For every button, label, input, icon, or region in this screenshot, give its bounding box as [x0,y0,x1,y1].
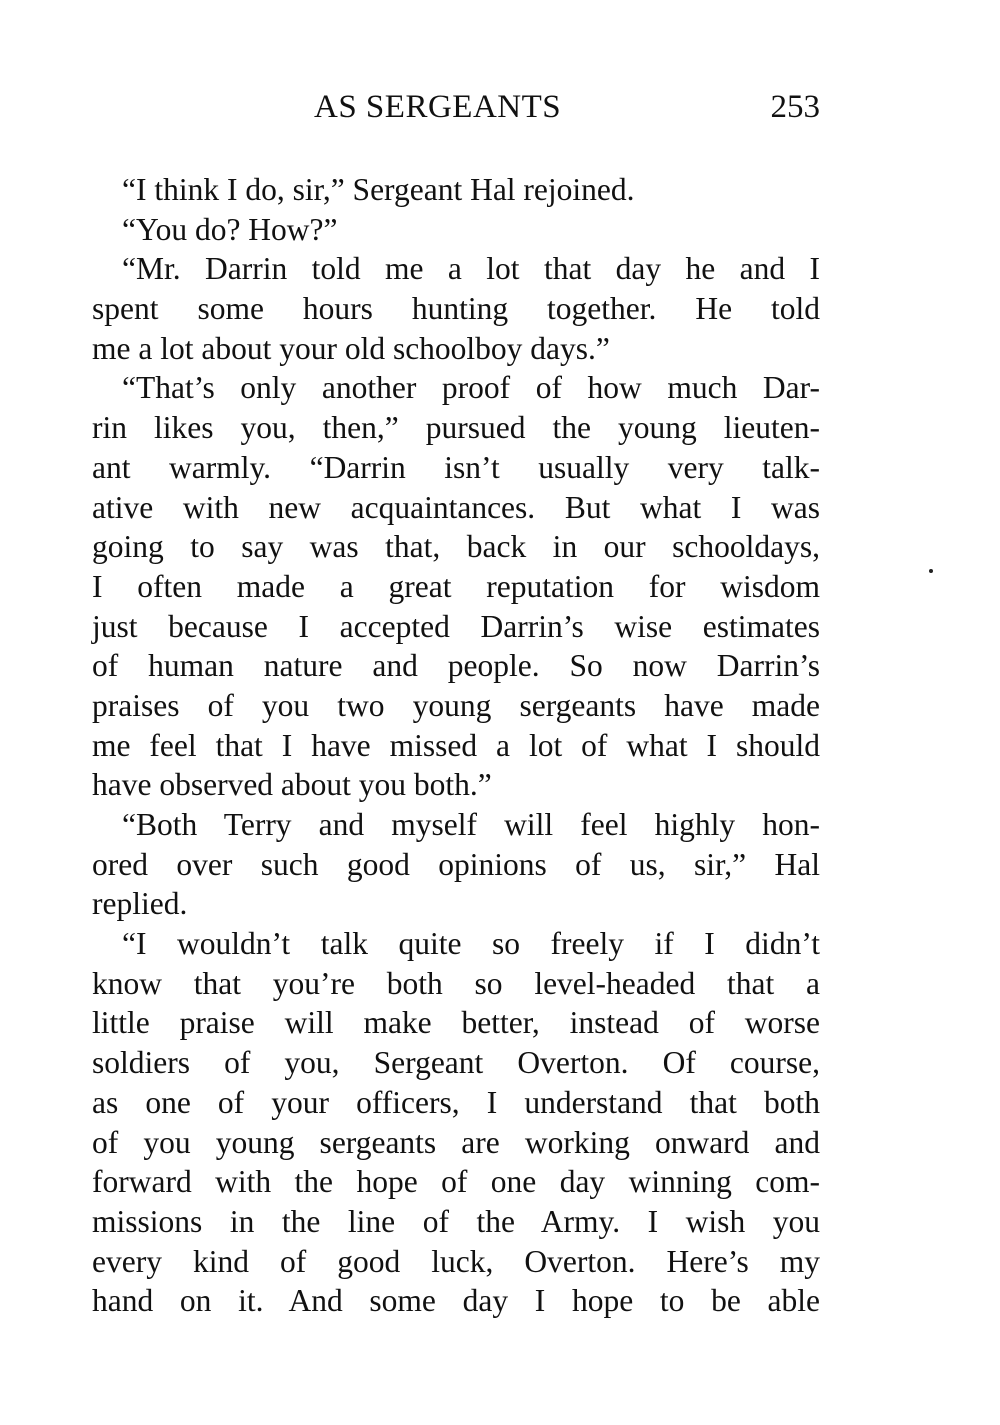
text-line: know that you’re both so level-headed that a [92,965,820,1001]
ink-speck [929,569,933,573]
text-line: praises of you two young sergeants have made [92,687,820,723]
text-line: I often made a great reputation for wisdom [92,568,820,604]
chapter-title: AS SERGEANTS [314,89,562,125]
text-line: going to say was that, back in our schooldays, [92,529,820,565]
text-line: “I think I do, sir,” Sergeant Hal rejoined. [122,172,635,207]
text-line: “That’s only another proof of how much Dar- [122,370,820,406]
text-line: of human nature and people. So now Darrin’s [92,648,820,684]
text-line: replied. [92,886,188,922]
text-line: just because I accepted Darrin’s wise estimates [92,608,820,644]
text-line: as one of your officers, I understand that both [92,1084,820,1120]
text-line: “Both Terry and myself will feel highly hon- [122,807,820,842]
text-line: soldiers of you, Sergeant Overton. Of course, [92,1045,820,1081]
page-number: 253 [770,89,820,125]
text-line: have observed about you both.” [92,767,492,803]
running-head [92,84,822,130]
text-line: forward with the hope of one day winning com- [92,1164,820,1200]
text-line: “You do? How?” [122,211,338,247]
text-line: ored over such good opinions of us, sir,” Hal [92,846,820,882]
text-line: “Mr. Darrin told me a lot that day he and I [122,251,820,287]
text-line: rin likes you, then,” pursued the young lieuten- [92,410,820,446]
text-line: of you young sergeants are working onward and [92,1124,820,1160]
text-line: spent some hours hunting together. He told [92,291,820,327]
text-line: little praise will make better, instead of worse [92,1005,820,1041]
text-line: ative with new acquaintances. But what I was [92,489,820,525]
text-line: ant warmly. “Darrin isn’t usually very talk- [92,449,820,485]
text-line: missions in the line of the Army. I wish you [92,1203,820,1239]
text-line: me feel that I have missed a lot of what I should [92,727,820,763]
text-line: every kind of good luck, Overton. Here’s my [92,1243,820,1279]
text-line: “I wouldn’t talk quite so freely if I didn’t [122,926,820,962]
text-line: me a lot about your old schoolboy days.” [92,330,610,366]
body-text [92,170,820,1321]
text-line: hand on it. And some day I hope to be able [92,1283,820,1319]
